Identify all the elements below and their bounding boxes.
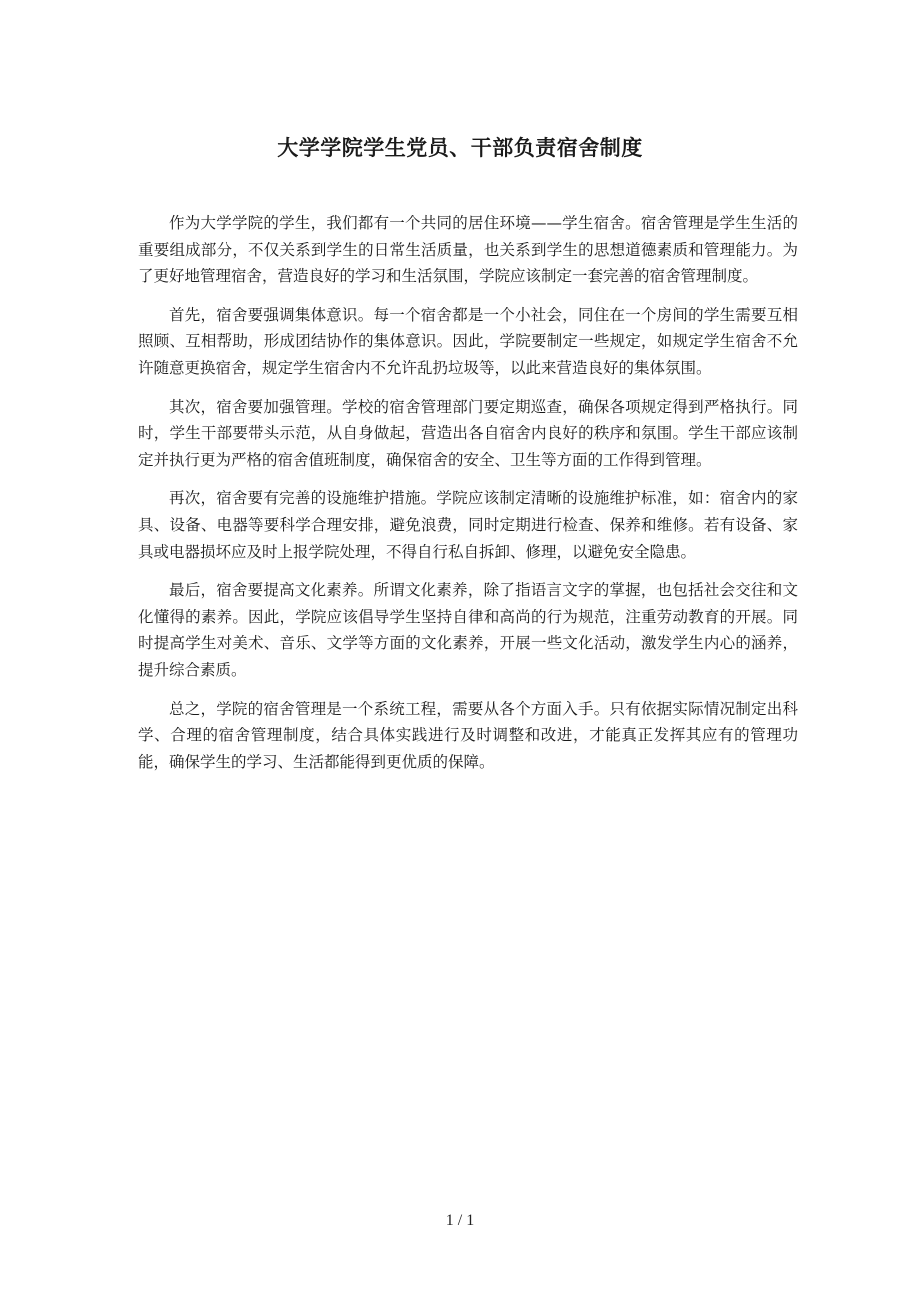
paragraph-cultural-literacy: 最后，宿舍要提高文化素养。所谓文化素养，除了指语言文字的掌握，也包括社会交往和文化懂得的素养。因此，学院应该倡导学生坚持自律和高尚的行为规范，注重劳动教育的开展。同时提高学生对美术、音乐、文学等方面的文化素养，开展一些文化活动，激发学生内心的涵养，提升综合素质。	[138, 581, 798, 679]
paragraph-conclusion: 总之，学院的宿舍管理是一个系统工程，需要从各个方面入手。只有依据实际情况制定出科学、合理的宿舍管理制度，结合具体实践进行及时调整和改进，才能真正发挥其应有的管理功能，确保学生的学习、生活都能得到更优质的保障。	[138, 699, 798, 771]
page-number: 1 / 1	[445, 1212, 475, 1229]
paragraph-facility-maintenance: 再次，宿舍要有完善的设施维护措施。学院应该制定清晰的设施维护标准，如：宿舍内的家具、设备、电器等要科学合理安排，避免浪费，同时定期进行检查、保养和维修。若有设备、家具或电器损坏应及时上报学院处理，不得自行私自拆卸、修理，以避免安全隐患。	[138, 489, 798, 561]
paragraph-strengthen-management: 其次，宿舍要加强管理。学校的宿舍管理部门要定期巡查，确保各项规定得到严格执行。同时，学生干部要带头示范，从自身做起，营造出各自宿舍内良好的秩序和氛围。学生干部应该制定并执行更为严格的宿舍值班制度，确保宿舍的安全、卫生等方面的工作得到管理。	[138, 397, 798, 469]
paragraph-collective-awareness: 首先，宿舍要强调集体意识。每一个宿舍都是一个小社会，同住在一个房间的学生需要互相照顾、互相帮助，形成团结协作的集体意识。因此，学院要制定一些规定，如规定学生宿舍不允许随意更换宿舍，规定学生宿舍内不允许乱扔垃圾等，以此来营造良好的集体氛围。	[138, 305, 798, 377]
document-body	[138, 210, 798, 787]
paragraph-intro: 作为大学学院的学生，我们都有一个共同的居住环境——学生宿舍。宿舍管理是学生生活的重要组成部分，不仅关系到学生的日常生活质量，也关系到学生的思想道德素质和管理能力。为了更好地管理宿舍，营造良好的学习和生活氛围，学院应该制定一套完善的宿舍管理制度。	[138, 214, 798, 286]
document-title: 大学学院学生党员、干部负责宿舍制度	[277, 136, 643, 160]
